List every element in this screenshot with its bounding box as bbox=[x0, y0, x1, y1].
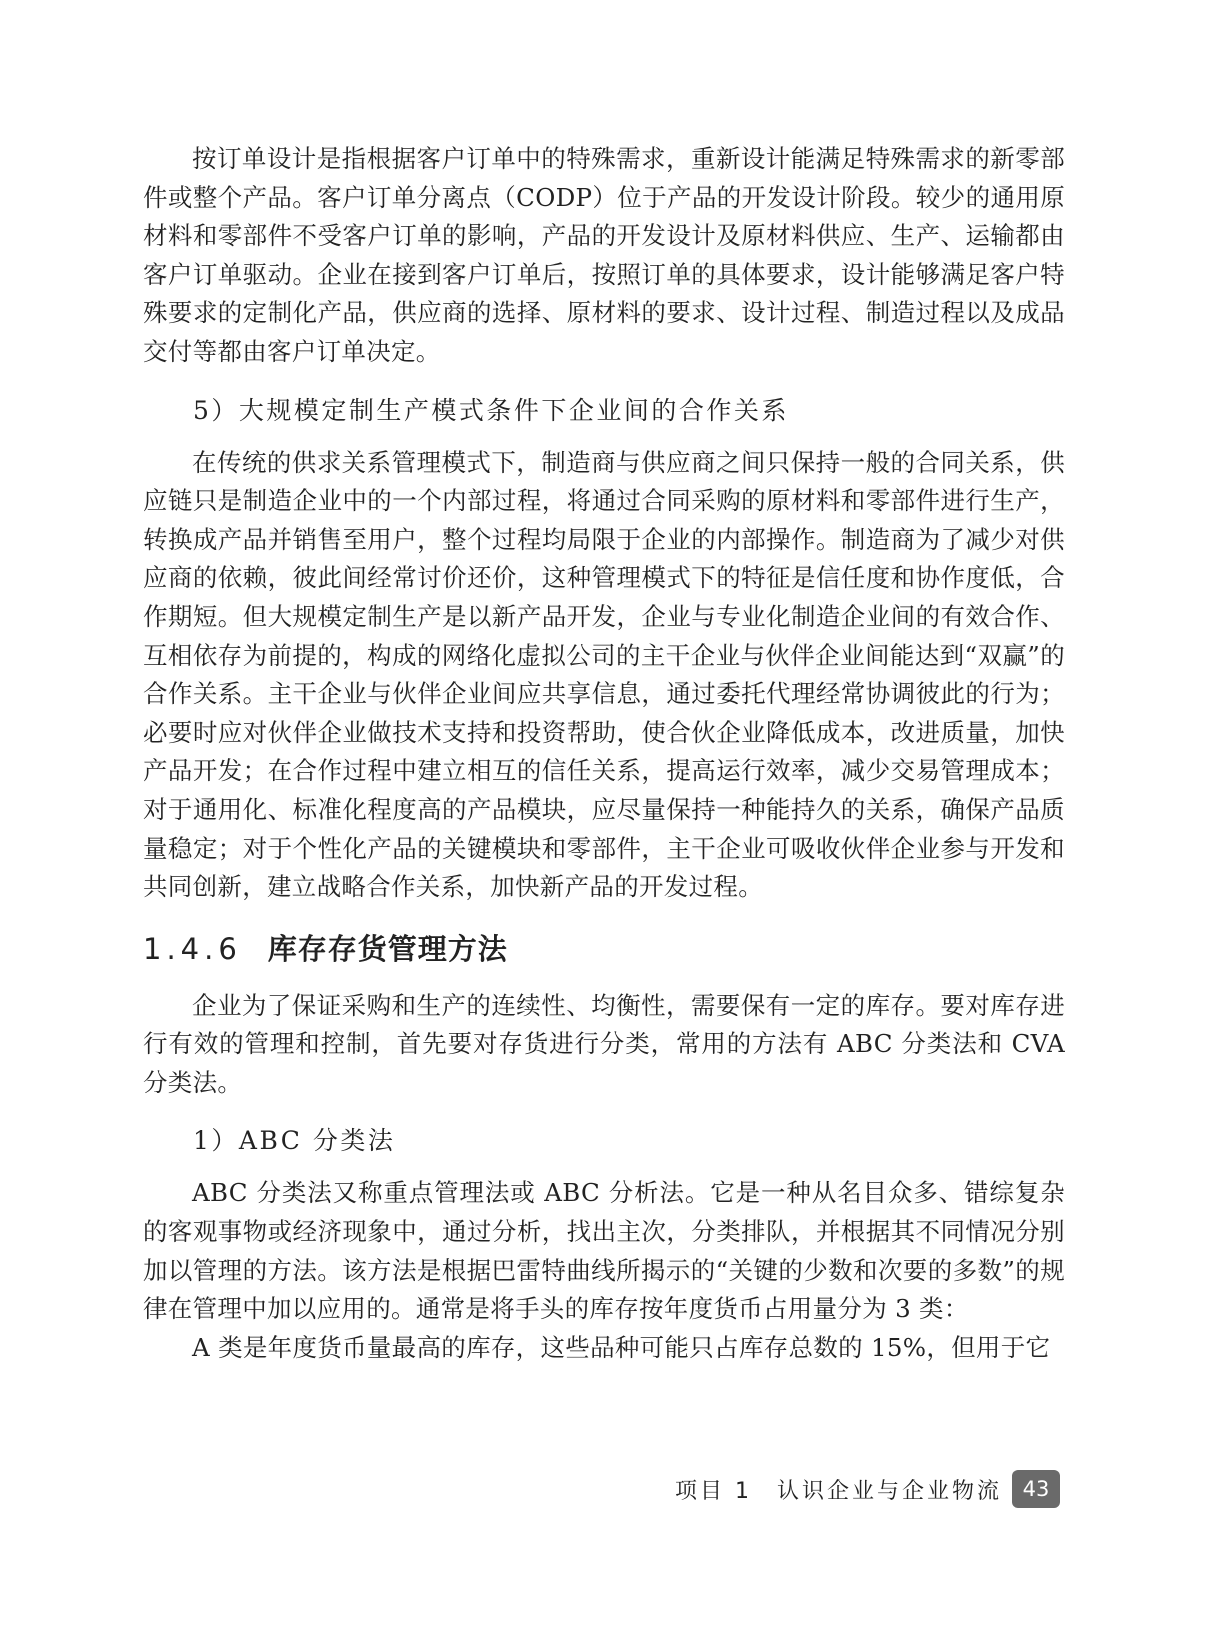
page-content bbox=[143, 140, 1065, 1367]
page-number-badge: 43 bbox=[1012, 1470, 1060, 1508]
footer-chapter-title: 项目 1 认识企业与企业物流 bbox=[675, 1479, 1002, 1504]
page-footer bbox=[640, 1470, 1060, 1510]
paragraph-abc: ABC 分类法又称重点管理法或 ABC 分析法。它是一种从名目众多、错综复杂的客观事物或经济现象中，通过分析，找出主次，分类排队，并根据其不同情况分别加以管理的方法。该方法是根据巴雷特曲线所揭示的“关键的少数和次要的多数”的规律在管理中加以应用的。通常是将手头的库存按年度货币占用量分为 3 类： bbox=[143, 1178, 1065, 1324]
paragraph-inventory-intro: 企业为了保证采购和生产的连续性、均衡性，需要保有一定的库存。要对库存进行有效的管理和控制，首先要对存货进行分类，常用的方法有 ABC 分类法和 CVA 分类法。 bbox=[143, 990, 1065, 1097]
paragraph-cooperation: 在传统的供求关系管理模式下，制造商与供应商之间只保持一般的合同关系，供应链只是制造企业中的一个内部过程，将通过合同采购的原材料和零部件进行生产，转换成产品并销售至用户，整个过程均局限于企业的内部操作。制造商为了减少对供应商的依赖，彼此间经常讨价还价，这种管理模式下的特征是信任度和协作度低，合作期短。但大规模定制生产是以新产品开发，企业与专业化制造企业间的有效合作、互相依存为前提的，构成的网络化虚拟公司的主干企业与伙伴企业间能达到“双赢”的合作关系。主干企业与伙伴企业间应共享信息，通过委托代理经常协调彼此的行为；必要时应对伙伴企业做技术支持和投资帮助，使合伙企业降低成本，改进质量，加快产品开发；在合作过程中建立相互的信任关系，提高运行效率，减少交易管理成本；对于通用化、标准化程度高的产品模块，应尽量保持一种能持久的关系，确保产品质量稳定；对于个性化产品的关键模块和零部件，主干企业可吸收伙伴企业参与开发和共同创新，建立战略合作关系，加快新产品的开发过程。 bbox=[143, 447, 1065, 902]
section-number: 1.4.6 bbox=[143, 931, 242, 966]
subheading-abc: 1）ABC 分类法 bbox=[193, 1126, 396, 1156]
paragraph-design-to-order: 按订单设计是指根据客户订单中的特殊需求，重新设计能满足特殊需求的新零部件或整个产品。客户订单分离点（CODP）位于产品的开发设计阶段。较少的通用原材料和零部件不受客户订单的影响，产品的开发设计及原材料供应、生产、运输都由客户订单驱动。企业在接到客户订单后，按照订单的具体要求，设计能够满足客户特殊要求的定制化产品，供应商的选择、原材料的要求、设计过程、制造过程以及成品交付等都由客户订单决定。 bbox=[143, 144, 1065, 366]
paragraph-class-a: A 类是年度货币量最高的库存，这些品种可能只占库存总数的 15%，但用于它 bbox=[192, 1332, 1051, 1362]
section-heading bbox=[143, 927, 1065, 971]
section-title: 库存存货管理方法 bbox=[267, 931, 508, 966]
subheading-cooperation: 5）大规模定制生产模式条件下企业间的合作关系 bbox=[193, 395, 789, 425]
